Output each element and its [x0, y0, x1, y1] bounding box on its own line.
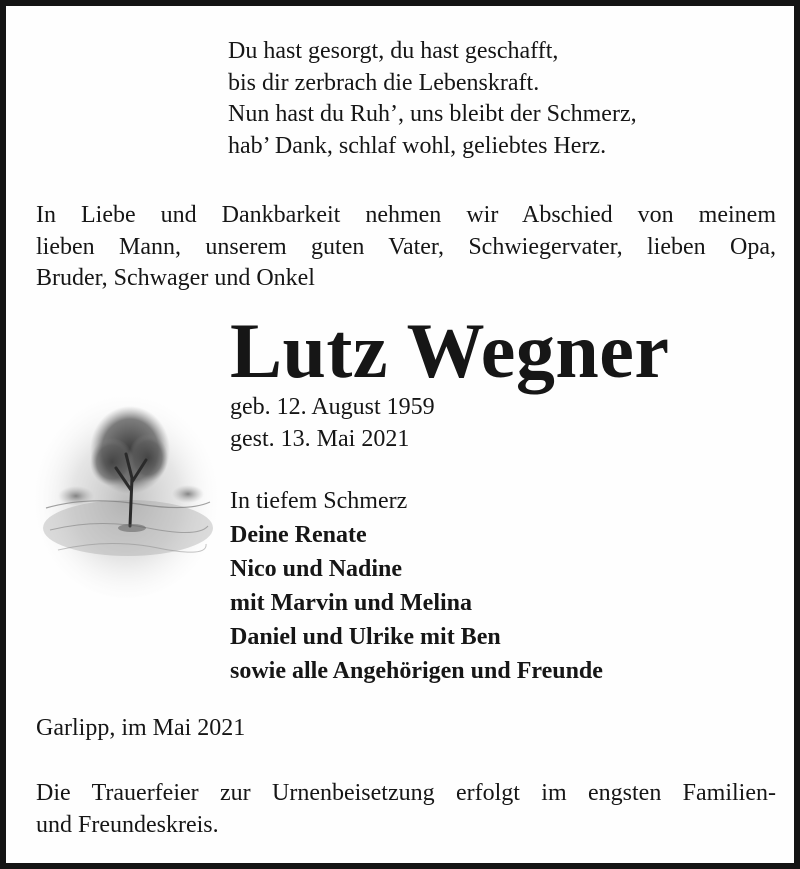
mourners-heading: In tiefem Schmerz [230, 488, 408, 514]
poem-line: hab’ Dank, schlaf wohl, geliebtes Herz. [228, 132, 607, 159]
intro-line: Bruder, Schwager und Onkel [36, 265, 315, 291]
birth-date: geb. 12. August 1959 [230, 394, 435, 420]
mourner-name: Daniel und Ulrike mit Ben [230, 624, 501, 650]
place-and-date: Garlipp, im Mai 2021 [36, 715, 246, 741]
mourner-name: Nico und Nadine [230, 556, 403, 582]
life-dates [230, 391, 435, 455]
funeral-note [36, 778, 776, 841]
poem-line: Du hast gesorgt, du hast geschafft, [228, 38, 559, 64]
intro-line: lieben Mann, unserem guten Vater, Schwiegervater, lieben Opa, [36, 233, 776, 260]
mourner-name: Deine Renate [230, 522, 367, 548]
poem-line: Nun hast du Ruh’, uns bleibt der Schmerz, [228, 101, 637, 127]
memorial-poem [228, 36, 637, 162]
tree-icon [28, 358, 224, 598]
funeral-note-line: Die Trauerfeier zur Urnenbeisetzung erfolgt im engsten Familien- [36, 780, 776, 806]
death-date: gest. 13. Mai 2021 [230, 426, 410, 452]
mourner-name: mit Marvin und Melina [230, 590, 473, 616]
farewell-intro [36, 200, 776, 295]
deceased-name: Lutz Wegner [230, 307, 670, 394]
poem-line: bis dir zerbrach die Lebenskraft. [228, 69, 540, 96]
tree-landscape-illustration [28, 358, 224, 598]
intro-line: In Liebe und Dankbarkeit nehmen wir Abschied von meinem [36, 202, 776, 228]
mourner-name: sowie alle Angehörigen und Freunde [230, 658, 603, 684]
funeral-note-line: und Freundeskreis. [36, 811, 219, 838]
mourners-list [230, 484, 603, 688]
